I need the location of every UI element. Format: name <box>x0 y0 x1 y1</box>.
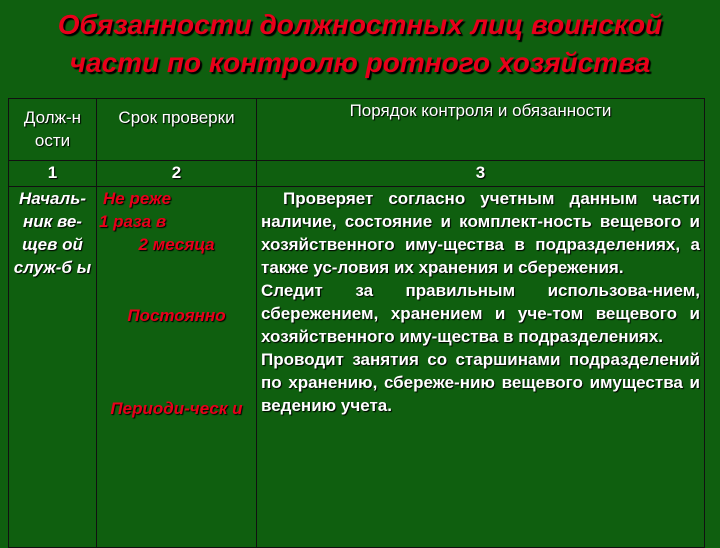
title-line-2: части по контролю ротного хозяйства <box>69 47 651 78</box>
table-row <box>9 187 705 548</box>
number-row <box>9 161 705 187</box>
header-procedure: Порядок контроля и обязанности <box>257 99 705 161</box>
title-line-1: Обязанности должностных лиц воинской <box>57 9 663 40</box>
header-position: Долж-н ости <box>9 99 97 161</box>
header-term: Срок проверки <box>97 99 257 161</box>
column-number-1: 1 <box>9 161 97 187</box>
term-line-2: 1 раза в <box>99 212 167 231</box>
page-title <box>0 6 720 82</box>
duty-cell <box>257 187 705 548</box>
duty-paragraph-3: Проводит занятия со старшинами подразделений по хранению, сбереже-нию вещевого имущества и ведению учета. <box>261 350 700 415</box>
header-row <box>9 99 705 161</box>
duty-paragraph-1: Проверяет согласно учетным данным части наличие, состояние и комплект-ность вещевого и хозяйственного иму-щества в подразделениях, а также ус-ловия их хранения и сбережения. <box>261 189 700 277</box>
duties-table <box>8 98 705 548</box>
column-number-3: 3 <box>257 161 705 187</box>
role-cell: Началь-ник ве-щев ой служ-б ы <box>9 187 97 548</box>
duty-paragraph-2: Следит за правильным использова-нием, сбережением, хранением и уче-том вещевого и хозяйственного иму-щества в подразделениях. <box>261 281 700 346</box>
term-periodically: Периоди-ческ и <box>110 399 243 418</box>
column-number-2: 2 <box>97 161 257 187</box>
term-line-3: 2 месяца <box>138 235 215 254</box>
term-cell <box>97 187 257 548</box>
term-line-1: Не реже <box>103 189 172 208</box>
term-constantly: Постоянно <box>127 306 226 325</box>
